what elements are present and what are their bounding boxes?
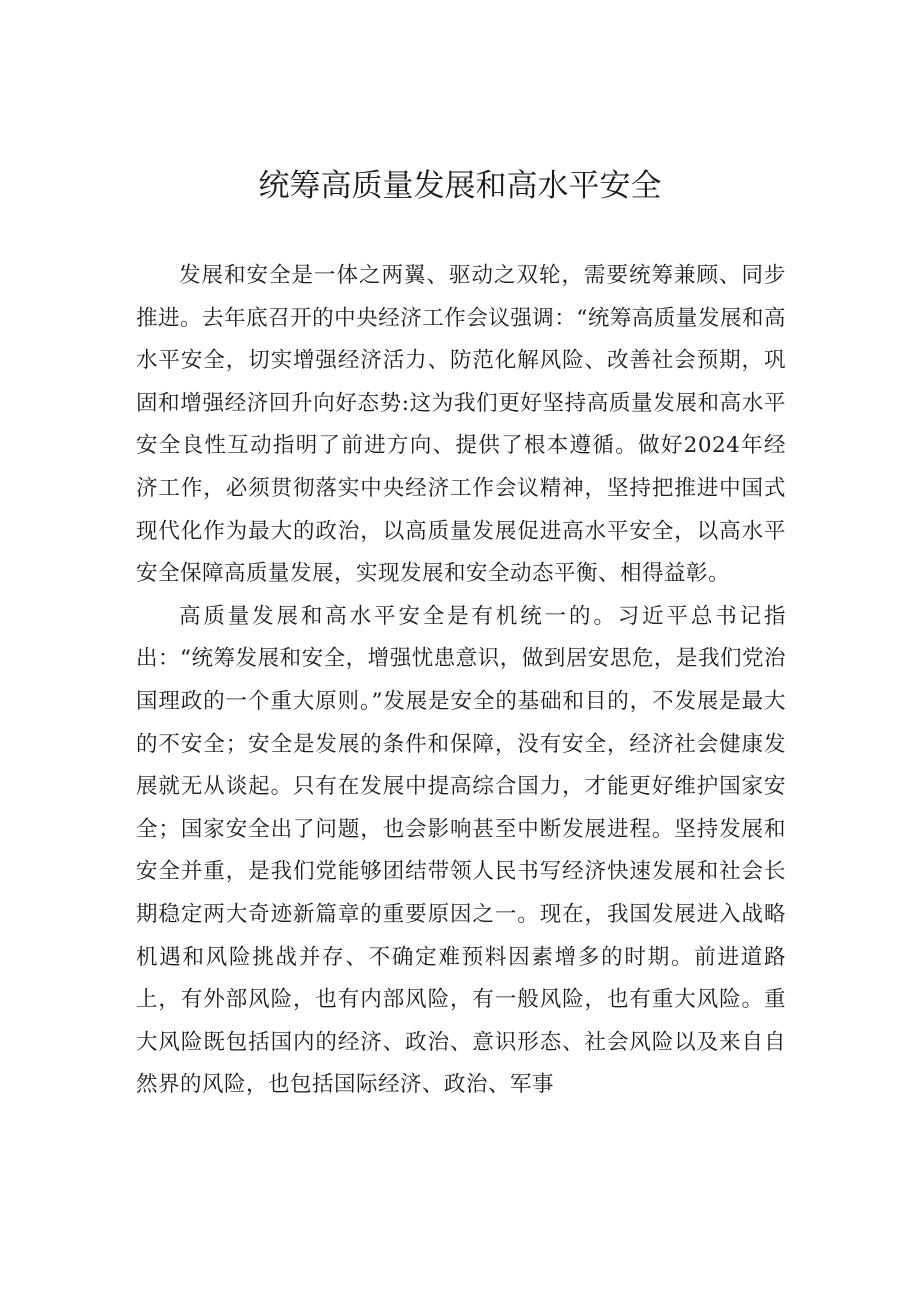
paragraph-2: 高质量发展和高水平安全是有机统一的。习近平总书记指出：“统筹发展和安全，增强忧患意识，做到居安思危，是我们党治国理政的一个重大原则。”发展是安全的基础和目的，不发展是最大的不安全；安全是发展的条件和保障，没有安全，经济社会健康发展就无从谈起。只有在发展中提高综合国力，才能更好维护国家安全；国家安全出了问题，也会影响甚至中断发展进程。坚持发展和安全并重，是我们党能够团结带领人民书写经济快速发展和社会长期稳定两大奇迹新篇章的重要原因之一。现在，我国发展进入战略机遇和风险挑战并存、不确定难预料因素增多的时期。前进道路上，有外部风险，也有内部风险，有一般风险，也有重大风险。重大风险既包括国内的经济、政治、意识形态、社会风险以及来自自然界的风险，也包括国际经济、政治、军事 <box>136 603 786 1098</box>
document-body <box>136 255 786 1107</box>
document-title: 统筹高质量发展和高水平安全 <box>258 168 662 204</box>
paragraph-1: 发展和安全是一体之两翼、驱动之双轮，需要统筹兼顾、同步推进。去年底召开的中央经济工作会议强调：“统筹高质量发展和高水平安全，切实增强经济活力、防范化解风险、改善社会预期，巩固和增强经济回升向好态势:这为我们更好坚持高质量发展和高水平安全良性互动指明了前进方向、提供了根本遵循。做好2024年经济工作，必须贯彻落实中央经济工作会议精神，坚持把推进中国式现代化作为最大的政治，以高质量发展促进高水平安全，以高水平安全保障高质量发展，实现发展和安全动态平衡、相得益彰。 <box>136 263 786 587</box>
